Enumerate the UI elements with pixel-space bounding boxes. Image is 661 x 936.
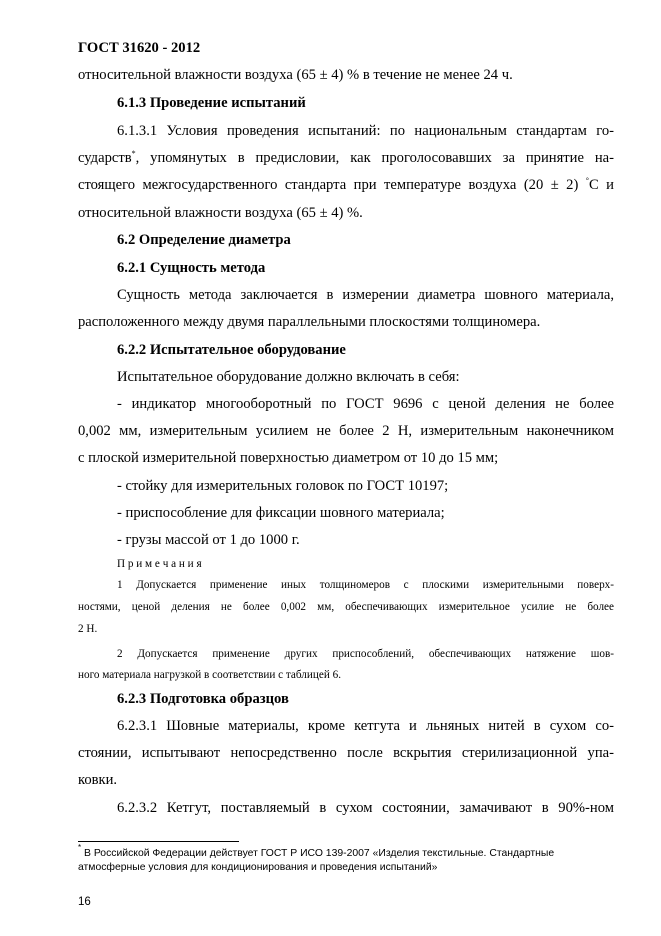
note-line: 2 Н. [78,623,98,635]
paragraph-line: сударств*, упомянутых в предисловии, как проголосовавших за принятие на- [78,149,614,166]
paragraph-line: расположенного между двумя параллельными плоскостями толщиномера. [78,314,541,330]
paragraph-line: Сущность метода заключается в измерении диаметра шовного материала, [117,287,614,303]
list-item: - приспособление для фиксации шовного материала; [117,505,445,521]
footnote-line: * В Российской Федерации действует ГОСТ Р ИСО 139-2007 «Изделия текстильные. Стандартные [78,843,555,859]
section-heading-6-2-1: 6.2.1 Сущность метода [117,260,266,276]
paragraph-line: 6.2.3.2 Кетгут, поставляемый в сухом состоянии, замачивают в 90%-ном [117,800,614,816]
section-heading-6-2-3: 6.2.3 Подготовка образцов [117,691,289,707]
list-item: - грузы массой от 1 до 1000 г. [117,532,300,548]
list-item: - стойку для измерительных головок по ГОСТ 10197; [117,478,449,494]
page-number: 16 [78,896,91,908]
note-line: 2 Допускается применение других приспособлений, обеспечивающих натяжение шов- [117,648,614,660]
footnote-mark: * [78,843,82,852]
paragraph-line: относительной влажности воздуха (65 ± 4) % в течение не менее 24 ч. [78,67,513,83]
paragraph-line: ковки. [78,772,118,788]
paragraph-line: 6.1.3.1 Условия проведения испытаний: по национальным стандартам го- [117,123,614,139]
paragraph-line: стоящего межгосударственного стандарта при температуре воздуха (20 ± 2) °С и [78,176,614,193]
paragraph-line: Испытательное оборудование должно включать в себя: [117,369,460,385]
notes-title: П р и м е ч а н и я [117,558,202,570]
section-heading-6-2-2: 6.2.2 Испытательное оборудование [117,342,346,358]
list-item: - индикатор многооборотный по ГОСТ 9696 с ценой деления не более [117,396,614,412]
paragraph-line: стоянии, испытывают непосредственно после вскрытия стерилизационной упа- [78,745,614,761]
paragraph-line: относительной влажности воздуха (65 ± 4) %. [78,205,363,221]
footnote-separator [78,841,239,842]
note-line: 1 Допускается применение иных толщиномеров с плоскими измерительными поверх- [117,579,614,591]
note-line: ного материала нагрузкой в соответствии с таблицей 6. [78,669,342,681]
section-heading-6-2: 6.2 Определение диаметра [117,232,291,248]
paragraph-line: 6.2.3.1 Шовные материалы, кроме кетгута и льняных нитей в сухом со- [117,718,614,734]
footnote-line: атмосферные условия для кондиционирования и проведения испытаний» [78,862,438,873]
footnote-reference[interactable]: * [131,149,136,158]
list-item-continuation: 0,002 мм, измерительным усилием не более 2 Н, измерительным наконечником [78,423,614,439]
section-heading-6-1-3: 6.1.3 Проведение испытаний [117,95,306,111]
note-line: ностями, ценой деления не более 0,002 мм, обеспечивающих измерительное усилие не более [78,601,614,613]
list-item-continuation: с плоской измерительной поверхностью диаметром от 10 до 15 мм; [78,450,499,466]
document-header: ГОСТ 31620 - 2012 [78,40,201,56]
